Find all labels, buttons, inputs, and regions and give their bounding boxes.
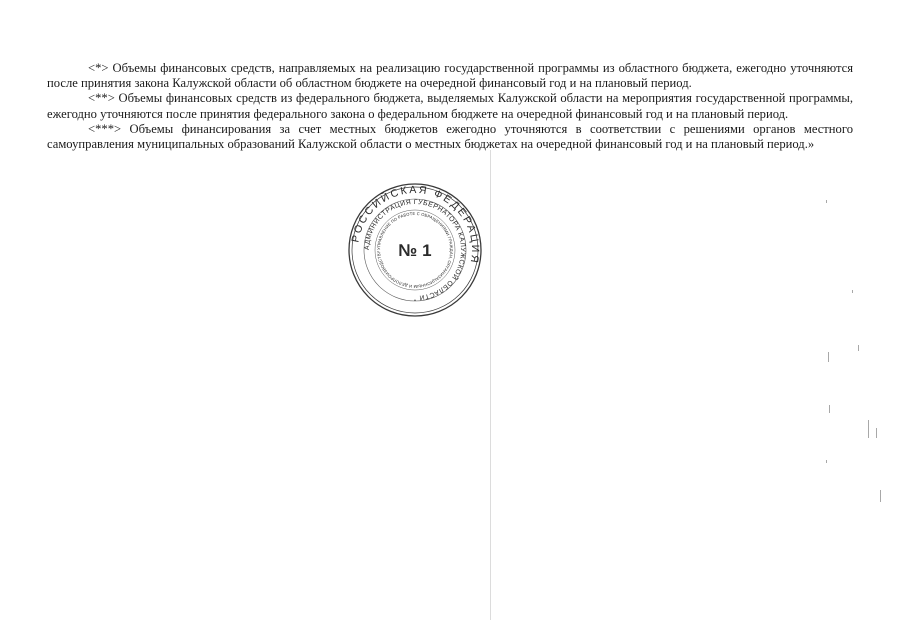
scan-artifact-mark bbox=[868, 420, 869, 438]
seal-middle-text: АДМИНИСТРАЦИЯ ГУБЕРНАТОРА КАЛУЖСКОЙ ОБЛАСТИ bbox=[363, 198, 467, 301]
seal-number: № 1 bbox=[398, 241, 432, 260]
scan-artifact-mark bbox=[826, 460, 827, 463]
scan-artifact-mark bbox=[880, 490, 881, 502]
seal-graphic bbox=[340, 180, 490, 320]
footnote-local-budgets: <***> Объемы финансирования за счет местных бюджетов ежегодно уточняются в соответствии с решениями органов местного самоуправления муниципальных образований Калужской области о местных бюджетах на очередной финансовый год и на плановый период.» bbox=[47, 121, 853, 152]
scan-artifact-mark bbox=[826, 200, 827, 203]
scan-artifact-mark bbox=[858, 345, 859, 351]
seal-outer-text: РОССИЙСКАЯ ФЕДЕРАЦИЯ bbox=[349, 183, 482, 266]
scan-artifact-mark bbox=[828, 352, 829, 362]
scan-artifact-mark bbox=[829, 405, 830, 413]
footnote-federal-budget: <**> Объемы финансовых средств из федерального бюджета, выделяемых Калужской области на мероприятия государственной программы, ежегодно уточняются после принятия федерального закона о федеральном бюджете на очередной финансовый год и на плановый период. bbox=[47, 91, 853, 121]
scan-artifact-mark bbox=[852, 290, 853, 293]
seal-inner-text: УПРАВЛЕНИЕ ПО РАБОТЕ С ОБРАЩЕНИЯМИ ГРАЖДАН, ОРГАНИЗАЦИОННЫМ И ДЕЛОПРОИЗВОДСТВУ bbox=[375, 210, 455, 290]
official-seal bbox=[340, 180, 490, 320]
footnotes bbox=[47, 61, 853, 152]
scan-artifact-mark bbox=[876, 428, 877, 438]
scan-artifact-line bbox=[490, 150, 491, 620]
seal-star-icon: • bbox=[414, 298, 416, 304]
footnote-regional-budget: <*> Объемы финансовых средств, направляемых на реализацию государственной программы из областного бюджета, ежегодно уточняются после принятия закона Калужской области об областном бюджете на очередной финансовый год и на плановый период. bbox=[47, 61, 853, 91]
